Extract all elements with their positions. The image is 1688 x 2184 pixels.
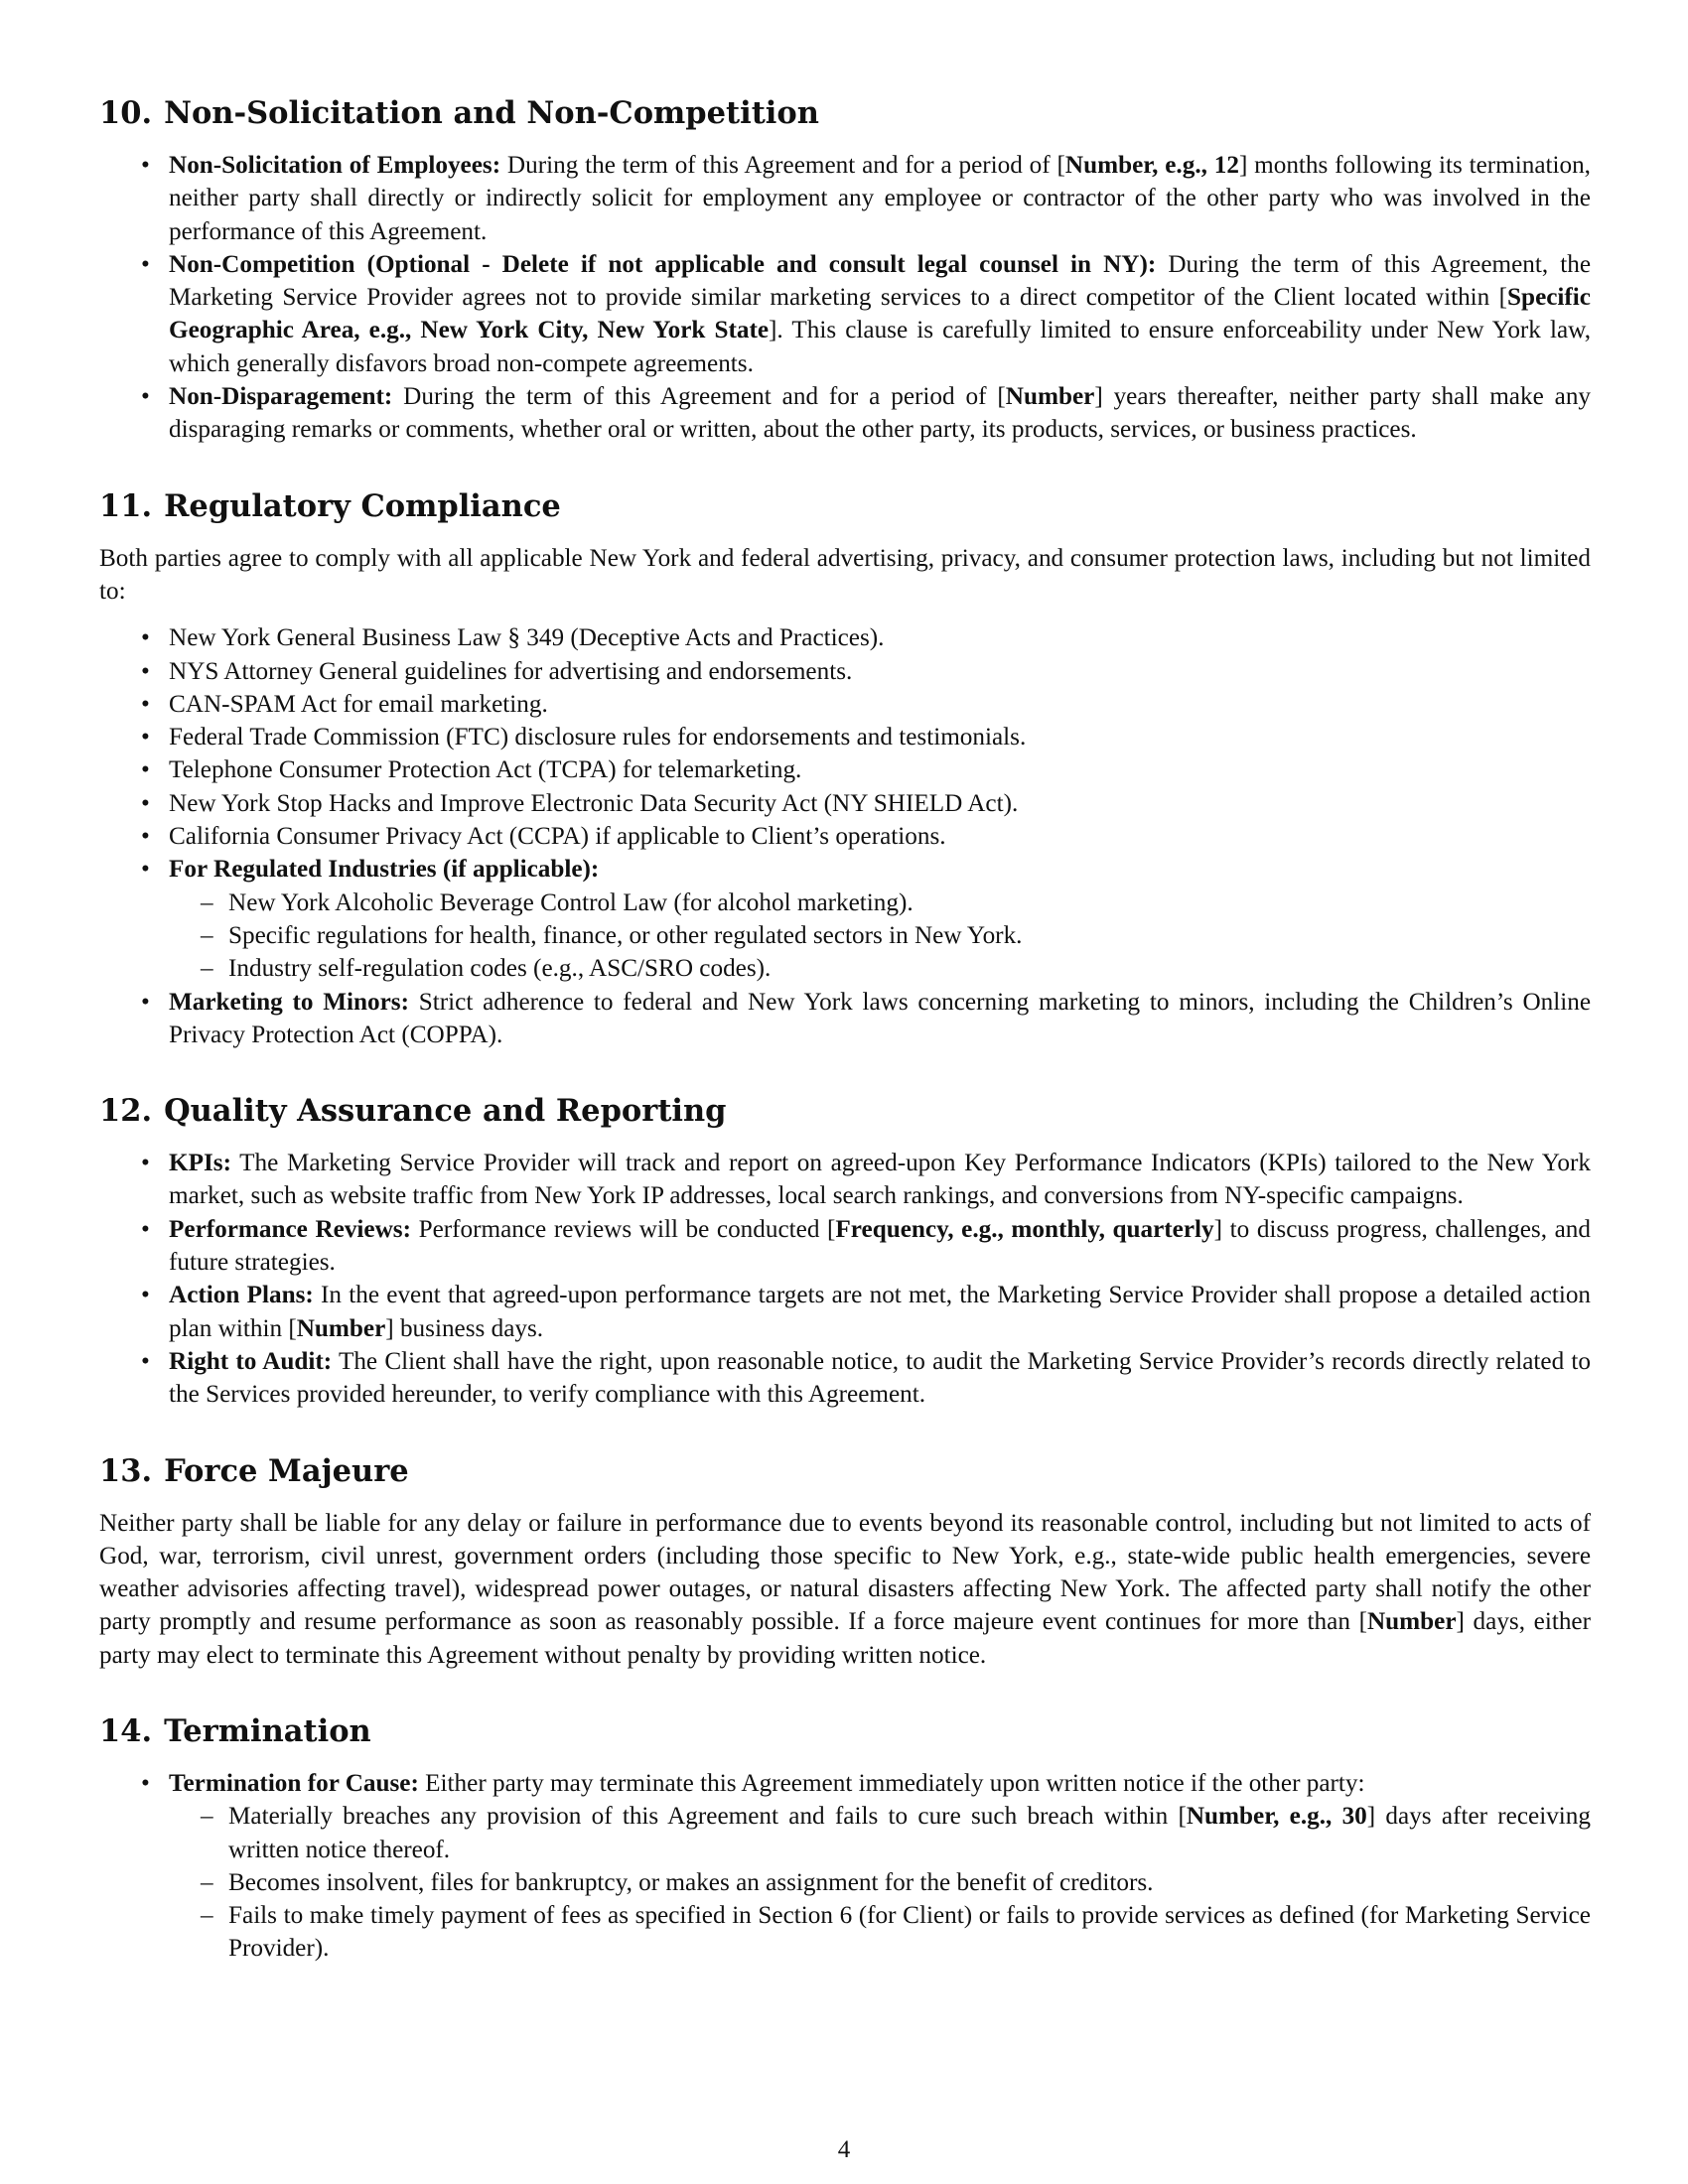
section-14-list [99, 1767, 1591, 1966]
section-heading: 12. Quality Assurance and Reporting [99, 1093, 727, 1130]
document-page [99, 95, 1591, 2007]
list-item: • For Regulated Industries (if applicable): – New York Alcoholic Beverage Control Law (for alcohol marketing). – Specific regulations for health, finance, or other regulated sectors in New York. – Industry self-regulation codes (e.g., ASC/SRO codes). [169, 853, 1591, 985]
section-12-list [99, 1147, 1591, 1411]
list-item: • Termination for Cause: Either party may terminate this Agreement immediately upon written notice if the other party: – Materially breaches any provision of this Agreement and fails to cure such breach within [Number, e.g., 30] days after receiving written notice thereof. – Becomes insolvent, files for bankruptcy, or makes an assignment for the benefit of creditors. – Fails to make timely payment of fees as specified in Section 6 (for Client) or fails to provide services as defined (for Marketing Service Provider). [169, 1767, 1591, 1966]
sublist-item: – Becomes insolvent, files for bankruptcy, or makes an assignment for the benefit of creditors. [228, 1866, 1591, 1899]
section-heading: 13. Force Majeure [99, 1452, 409, 1489]
sublist-item: – Materially breaches any provision of this Agreement and fails to cure such breach within [Number, e.g., 30] days after receiving written notice thereof. [228, 1800, 1591, 1866]
list-item: • Non-Disparagement: During the term of this Agreement and for a period of [Number] years thereafter, neither party shall make any disparaging remarks or comments, whether oral or written, about the other party, its products, services, or business practices. [169, 380, 1591, 447]
list-item: • Non-Competition (Optional - Delete if not applicable and consult legal counsel in NY): During the term of this Agreement, the Marketing Service Provider agrees not to provide similar marketing services to a direct competitor of the Client located within [Specific Geographic Area, e.g., New York City, New York State]. This clause is carefully limited to ensure enforceability under New York law, which generally disfavors broad non-compete agreements. [169, 248, 1591, 380]
section-11-intro: Both parties agree to comply with all applicable New York and federal advertising, privacy, and consumer protection laws, including but not limited to: [99, 544, 1591, 605]
sublist-item: – Specific regulations for health, finance, or other regulated sectors in New York. [228, 919, 1591, 952]
section-heading: 14. Termination [99, 1712, 371, 1749]
list-item: • Marketing to Minors: Strict adherence to federal and New York laws concerning marketing to minors, including the Children’s Online Privacy Protection Act (COPPA). [169, 986, 1591, 1052]
list-item: • Telephone Consumer Protection Act (TCPA) for telemarketing. [169, 753, 1591, 786]
list-item: • Action Plans: In the event that agreed-upon performance targets are not met, the Marketing Service Provider shall propose a detailed action plan within [Number] business days. [169, 1279, 1591, 1345]
list-item: • California Consumer Privacy Act (CCPA) if applicable to Client’s operations. [169, 820, 1591, 853]
termination-sublist [169, 1800, 1591, 1965]
list-item: • NYS Attorney General guidelines for advertising and endorsements. [169, 655, 1591, 688]
list-item: • New York Stop Hacks and Improve Electronic Data Security Act (NY SHIELD Act). [169, 787, 1591, 820]
regulated-industries-sublist [169, 887, 1591, 986]
section-13 [99, 1453, 1591, 1672]
list-item: • KPIs: The Marketing Service Provider will track and report on agreed-upon Key Performance Indicators (KPIs) tailored to the New York market, such as website traffic from New York IP addresses, local search rankings, and conversions from NY-specific campaigns. [169, 1147, 1591, 1213]
section-heading: 11. Regulatory Compliance [99, 487, 561, 524]
list-item: • Non-Solicitation of Employees: During the term of this Agreement and for a period of [Number, e.g., 12] months following its termination, neither party shall directly or indirectly solicit for employment any employee or contractor of the other party who was involved in the performance of this Agreement. [169, 149, 1591, 248]
section-13-body: Neither party shall be liable for any delay or failure in performance due to events beyond its reasonable control, including but not limited to acts of God, war, terrorism, civil unrest, government orders (including those specific to New York, e.g., state-wide public health emergencies, severe weather advisories affecting travel), widespread power outages, or natural disasters affecting New York. The affected party shall notify the other party promptly and resume performance as soon as reasonably possible. If a force majeure event continues for more than [Number] days, either party may elect to terminate this Agreement without penalty by providing written notice. [99, 1509, 1591, 1669]
sublist-item: – New York Alcoholic Beverage Control Law (for alcohol marketing). [228, 887, 1591, 919]
list-item: • Performance Reviews: Performance reviews will be conducted [Frequency, e.g., monthly, quarterly] to discuss progress, challenges, and future strategies. [169, 1213, 1591, 1280]
sublist-item: – Fails to make timely payment of fees as specified in Section 6 (for Client) or fails to provide services as defined (for Marketing Service Provider). [228, 1899, 1591, 1966]
list-item: • Right to Audit: The Client shall have the right, upon reasonable notice, to audit the Marketing Service Provider’s records directly related to the Services provided hereunder, to verify compliance with this Agreement. [169, 1345, 1591, 1412]
section-11-list [99, 621, 1591, 1051]
section-14 [99, 1713, 1591, 1966]
page-number: 4 [837, 2136, 851, 2163]
section-11 [99, 488, 1591, 1051]
section-10-list [99, 149, 1591, 447]
section-heading: 10. Non-Solicitation and Non-Competition [99, 95, 819, 131]
list-item: • CAN-SPAM Act for email marketing. [169, 688, 1591, 721]
sublist-item: – Industry self-regulation codes (e.g., ASC/SRO codes). [228, 952, 1591, 985]
list-item: • New York General Business Law § 349 (Deceptive Acts and Practices). [169, 621, 1591, 654]
list-item: • Federal Trade Commission (FTC) disclosure rules for endorsements and testimonials. [169, 721, 1591, 753]
section-10 [99, 95, 1591, 447]
section-12 [99, 1093, 1591, 1411]
